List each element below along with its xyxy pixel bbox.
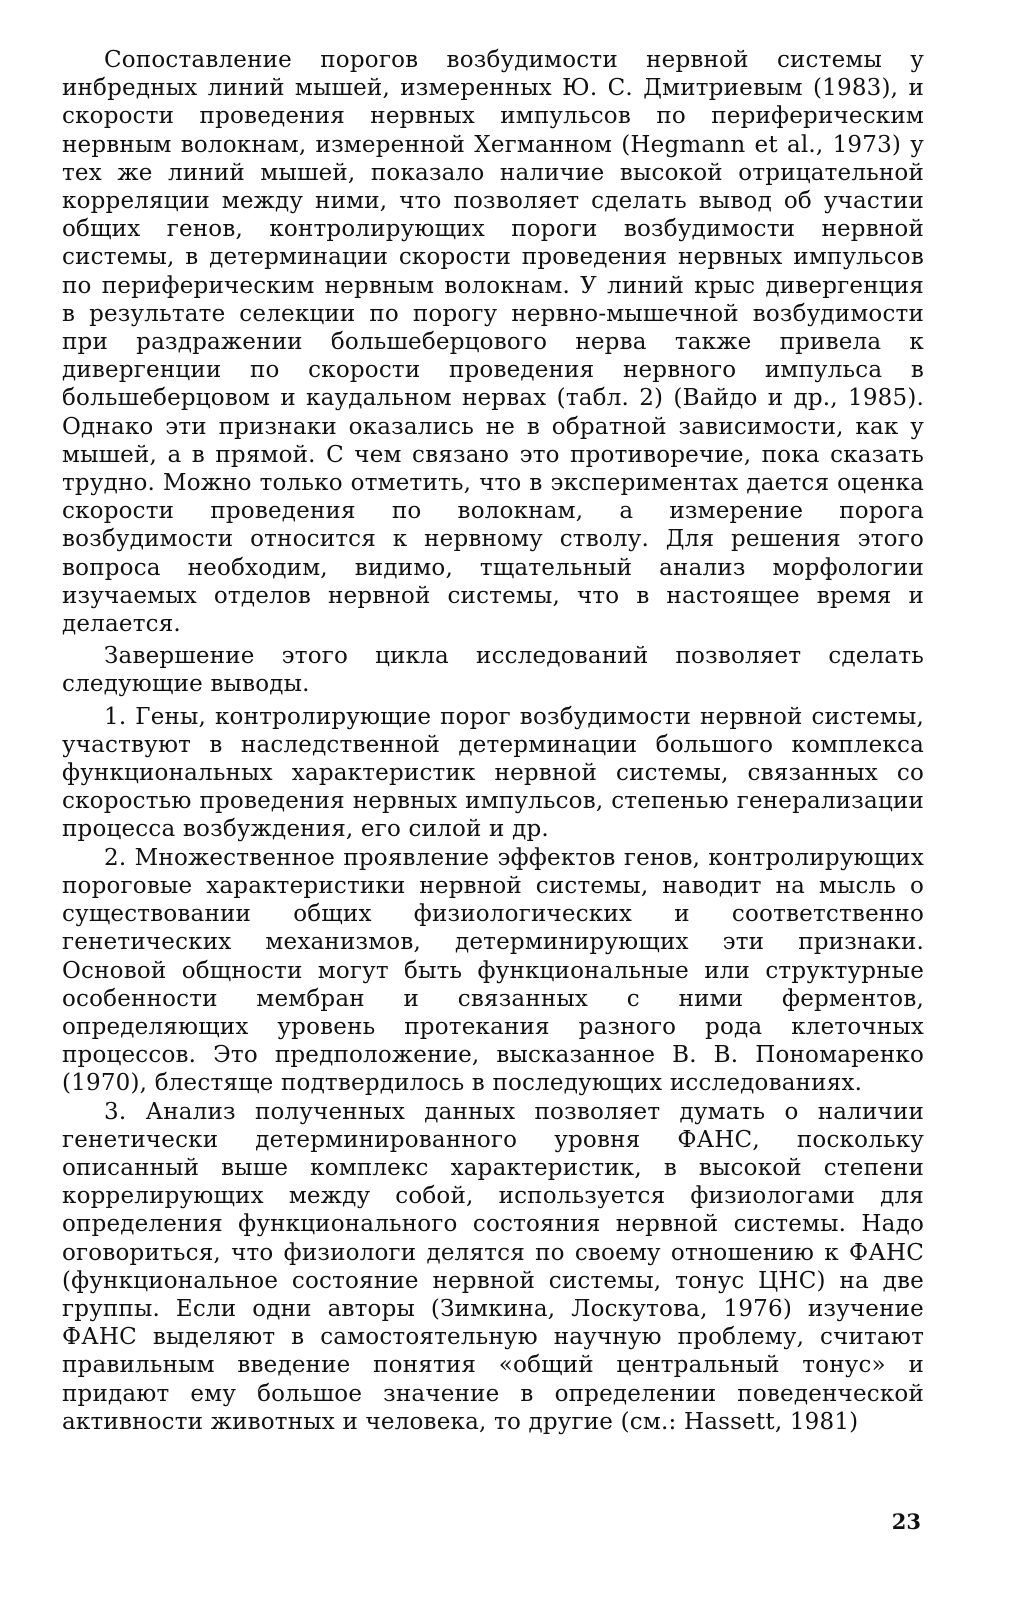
conclusion-2: 2. Множественное проявление эффектов генов, контролирующих пороговые характеристики нервной системы, наводит на мысль о существовании общих физиологических и соответственно генетических механизмов, детерминирующих эти признаки. Основой общности могут быть функциональные или структурные особенности мембран и связанных с ними ферментов, определяющих уровень протекания разного рода клеточных процессов. Это предположение, высказанное В. В. Пономаренко (1970), блестяще подтвердилось в последующих исследованиях. <box>62 844 924 1097</box>
conclusion-3: 3. Анализ полученных данных позволяет думать о наличии генетически детерминированного уровня ФАНС, поскольку описанный выше комплекс характеристик, в высокой степени коррелирующих между собой, используется физиологами для определения функционального состояния нервной системы. Надо оговориться, что физиологи делятся по своему отношению к ФАНС (функциональное состояние нервной системы, тонус ЦНС) на две группы. Если одни авторы (Зимкина, Лоскутова, 1976) изучение ФАНС выделяют в самостоятельную научную проблему, считают правильным введение понятия «общий центральный тонус» и придают ему большое значение в определении поведенческой активности животных и человека, то другие (см.: Hassett, 1981) <box>62 1098 924 1435</box>
paragraph-1: Сопоставление порогов возбудимости нервной системы у инбредных линий мышей, измеренных Ю. С. Дмитриевым (1983), и скорости проведения нервных импульсов по периферическим нервным волокнам, измеренной Хегманном (Hegmann et al., 1973) у тех же линий мышей, показало наличие высокой отрицательной корреляции между ними, что позволяет сделать вывод об участии общих генов, контролирующих пороги возбудимости нервной системы, в детерминации скорости проведения нервных импульсов по периферическим нервным волокнам. У линий крыс дивергенция в результате селекции по порогу нервно-мышечной возбудимости при раздражении большеберцового нерва также привела к дивергенции по скорости проведения нервного импульса в большеберцовом и каудальном нервах (табл. 2) (Вайдо и др., 1985). Однако эти признаки оказались не в обратной зависимости, как у мышей, а в прямой. С чем связано это противоречие, пока сказать трудно. Можно только отметить, что в экспериментах дается оценка скорости проведения по волокнам, а измерение порога возбудимости относится к нервному стволу. Для решения этого вопроса необходим, видимо, тщательный анализ морфологии изучаемых отделов нервной системы, что в настоящее время и делается. <box>62 47 924 638</box>
conclusion-1: 1. Гены, контролирующие порог возбудимости нервной системы, участвуют в наследственной детерминации большого комплекса функциональных характеристик нервной системы, связанных со скоростью проведения нервных импульсов, степенью генерализации процесса возбуждения, его силой и др. <box>62 703 924 843</box>
paragraph-2: Завершение этого цикла исследований позволяет сделать следующие выводы. <box>62 643 924 698</box>
page-number: 23 <box>891 1509 921 1534</box>
page-body <box>62 46 924 1556</box>
